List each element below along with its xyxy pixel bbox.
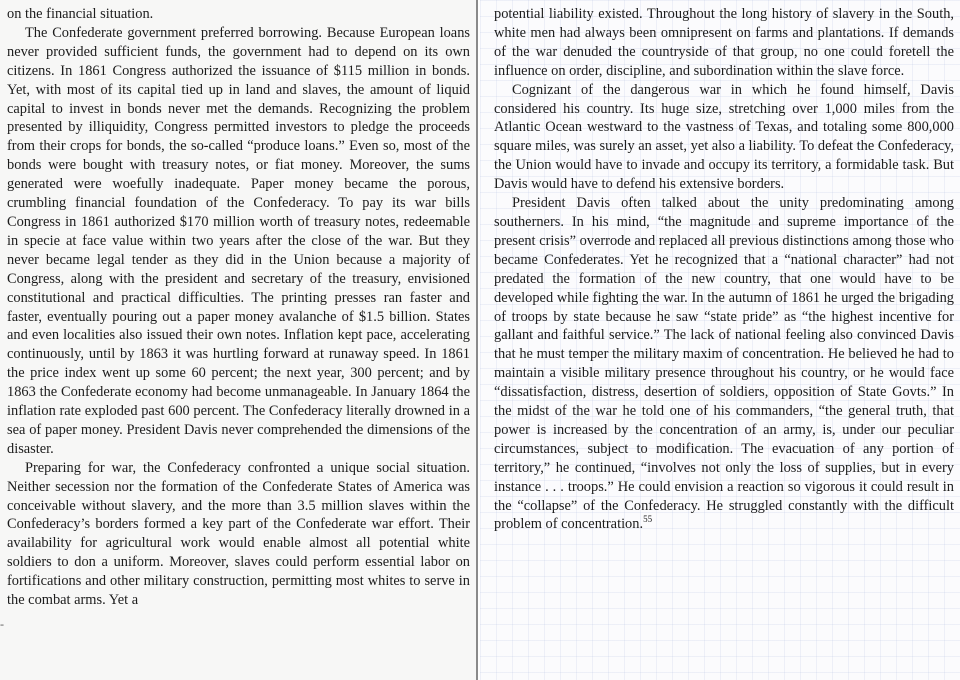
footnote-marker: 55 [643, 514, 653, 525]
paragraph-unity [494, 194, 954, 534]
margin-mark: - [0, 617, 4, 631]
right-page [480, 0, 960, 680]
paragraph-country-size: Cognizant of the dangerous war in which he found himself, Davis considered his country. Its huge size, stretching over 1,000 miles from the Atlantic Ocean westward to the vastness of Texas, and totaling some 800,000 square miles, was surely an asset, yet also a liability. To defeat the Confederacy, the Union would have to invade and occupy its territory, a formidable task. But Davis would have to defend his extensive borders. [494, 81, 955, 193]
paragraph-borrowing: The Confederate government preferred borrowing. Because European loans never provided sufficient funds, the government had to depend on its own citizens. In 1861 Congress authorized the issuance of $115 million in bonds. Yet, with most of its capital tied up in land and slaves, the amount of liquid capital to invest in bonds never met the demands. Recognizing the problem presented by illiquidity, Congress permitted investors to pledge the proceeds from their crops for bonds, the so-called “produce loans.” Even so, most of the bonds were bought with treasury notes, or fiat money. Moreover, the sums generated were woefully inadequate. Paper money became the porous, crumbling financial foundation of the Confederacy. To pay its war bills Congress in 1861 authorized $170 million worth of treasury notes, redeemable in specie at face value within two years after the close of the war. But they never became legal tender as they did in the Union because a majority of Congress, along with the president and secretary of the treasury, envisioned constitutional and practical difficulties. The printing presses ran faster and faster, eventually pouring out a paper money avalanche of $1.5 billion. States and even localities also issued their own notes. Inflation kept pace, accelerating continuously, until by 1863 it was hurtling forward at runaway speed. In 1861 the price index went up some 60 percent; the next year, 300 percent; and by 1863 the Confederate economy had become unmanageable. In January 1864 the inflation rate exploded past 600 percent. The Confederacy literally drowned in a sea of paper money. President Davis never comprehended the dimensions of the disaster. [7, 24, 470, 457]
paragraph-liability: potential liability existed. Throughout the long history of slavery in the South, white men had always been omnipresent on farms and plantations. If demands of the war denuded the countryside of that group, no one could foretell the influence on order, discipline, and subordination within the slave force. [494, 6, 954, 79]
paragraph-unity-text: President Davis often talked about the unity predominating among southerners. In his mind, “the magnitude and supreme importance of the present crisis” overrode and replaced all previous distinctions among those who became Confederates. Yet he recognized that a “national character” had not predated the formation of the new country, that one would have to be developed while fighting the war. In the autumn of 1861 he urged the brigading of troops by state because he saw “state pride” as “the highest incentive for gallant and faithful service.” The lack of national feeling also convinced Davis that he must temper the military maxim of concentration. He believed he had to maintain a visible military presence throughout his country, or he would face “dissatisfaction, distress, desertion of soldiers, opposition of State Govts.” In the midst of the war he told one of his commanders, “the general truth, that power is increased by the concentration of an army, is, under our peculiar circumstances, subject to modification. The evacuation of any portion of territory,” he continued, “involves not only the loss of supplies, but in every instance . . . troops.” He could envision a reaction so vigorous it could result in the “collapse” of the Confederacy. He struggled constantly with the difficult problem of concentration. [494, 195, 954, 533]
paragraph-continuation: on the financial situation. [7, 6, 154, 22]
left-page [0, 0, 478, 680]
paragraph-social-situation: Preparing for war, the Confederacy confronted a unique social situation. Neither secession nor the formation of the Confederate States of America was conceivable without slavery, and the more than 3.5 million slaves within the Confederacy’s borders formed a key part of the Confederate war effort. Their availability for agricultural work would enable almost all potential white soldiers to don a uniform. Moreover, slaves could perform essential labor on fortifications and other military construction, permitting most whites to serve in the combat arms. Yet a [7, 459, 470, 609]
